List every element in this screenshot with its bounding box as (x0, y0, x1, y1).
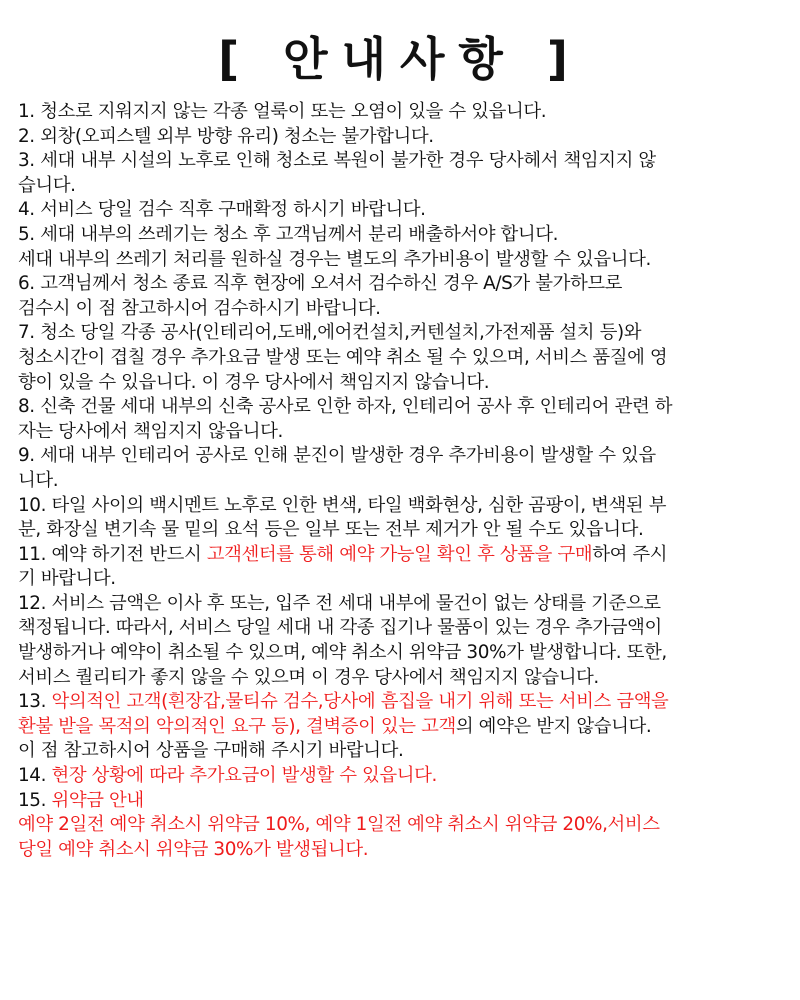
notice-text: 13. (18, 691, 52, 713)
notice-line: 책정됩니다. 따라서, 서비스 당일 세대 내 각종 집기나 물품이 있는 경우 추가금액이 (18, 617, 662, 639)
notice-line (18, 813, 788, 838)
notice-line: 3. 세대 내부 시설의 노후로 인해 청소로 복원이 불가한 경우 당사헤서 책임지지 않 (18, 150, 656, 172)
notice-body (18, 100, 788, 862)
notice-line: 자는 당사에서 책임지지 않읍니다. (18, 420, 283, 442)
notice-line: 2. 외창(오피스텔 외부 방향 유리) 청소는 불가합니다. (18, 125, 434, 147)
notice-line: 9. 세대 내부 인테리어 공사로 인해 분진이 발생한 경우 추가비용이 발생할 수 있읍 (18, 445, 656, 467)
notice-line: 10. 타일 사이의 백시멘트 노후로 인한 변색, 타일 백화현상, 심한 곰팡이, 변색된 부 (18, 494, 667, 516)
highlight-text: 환불 받을 목적의 악의적인 요구 등), 결벽증이 있는 고객 (18, 715, 456, 737)
notice-text: 의 예약은 받지 않습니다. (455, 715, 652, 737)
notice-line: 이 점 참고하시어 상품을 구매해 주시기 바랍니다. (18, 740, 404, 762)
notice-text: 14. (18, 765, 52, 787)
notice-text: 하여 주시 (592, 543, 668, 565)
notice-line: 분, 화장실 변기속 물 밑의 요석 등은 일부 또는 전부 제거가 안 될 수도 있읍니다. (18, 519, 644, 541)
notice-text: 11. 예약 하기전 반드시 (18, 543, 207, 565)
notice-line: 7. 청소 당일 각종 공사(인테리어,도배,에어컨설치,커텐설치,가전제품 설치 등)와 (18, 322, 642, 344)
notice-line: 습니다. (18, 174, 76, 196)
notice-line: 기 바랍니다. (18, 568, 116, 590)
notice-line: 니다. (18, 469, 59, 491)
notice-line (18, 764, 788, 789)
notice-line (18, 838, 788, 863)
notice-line (18, 543, 788, 568)
notice-line: 1. 청소로 지워지지 않는 각종 얼룩이 또는 오염이 있을 수 있읍니다. (18, 101, 547, 122)
notice-line: 세대 내부의 쓰레기 처리를 원하실 경우는 별도의 추가비용이 발생할 수 있읍니다. (18, 248, 651, 270)
notice-line (18, 789, 788, 814)
notice-line: 6. 고객님께서 청소 종료 직후 현장에 오셔서 검수하신 경우 A/S가 불가하므로 (18, 273, 623, 295)
notice-line: 4. 서비스 당일 검수 직후 구매확정 하시기 바랍니다. (18, 199, 426, 221)
notice-line: 5. 세대 내부의 쓰레기는 청소 후 고객님께서 분리 배출하서야 합니다. (18, 223, 559, 245)
notice-line: 향이 있을 수 있읍니다. 이 경우 당사에서 책임지지 않습니다. (18, 371, 490, 393)
notice-line (18, 690, 788, 715)
highlight-text: 예약 2일전 예약 취소시 위약금 10%, 예약 1일전 예약 취소시 위약금 20%,서비스 (18, 814, 660, 836)
notice-line (18, 715, 788, 740)
page-title: [ 안내사항 ] (218, 32, 582, 86)
notice-line: 8. 신축 건물 세대 내부의 신축 공사로 인한 하자, 인테리어 공사 후 인테리어 관련 하 (18, 396, 673, 418)
notice-line: 청소시간이 겹칠 경우 추가요금 발생 또는 예약 취소 될 수 있으며, 서비스 품질에 영 (18, 346, 668, 368)
notice-line: 서비스 퀄리티가 좋지 않을 수 있으며 이 경우 당사에서 책임지지 않습니다. (18, 666, 599, 688)
notice-line: 12. 서비스 금액은 이사 후 또는, 입주 전 세대 내부에 물건이 없는 상태를 기준으로 (18, 592, 661, 614)
highlight-text: 위약금 안내 (51, 789, 144, 811)
highlight-text: 당일 예약 취소시 위약금 30%가 발생됩니다. (18, 838, 369, 860)
highlight-text: 고객센터를 통해 예약 가능일 확인 후 상품을 구매 (206, 543, 593, 565)
notice-line: 발생하거나 예약이 취소될 수 있으며, 예약 취소시 위약금 30%가 발생합니다. 또한, (18, 642, 667, 664)
highlight-text: 현장 상황에 따라 추가요금이 발생할 수 있읍니다. (51, 765, 437, 787)
notice-text: 15. (18, 789, 52, 811)
notice-line: 검수시 이 점 참고하시어 검수하시기 바랍니다. (18, 297, 381, 319)
highlight-text: 악의적인 고객(흰장갑,물티슈 검수,당사에 흠집을 내기 위해 또는 서비스 금액을 (51, 691, 669, 713)
